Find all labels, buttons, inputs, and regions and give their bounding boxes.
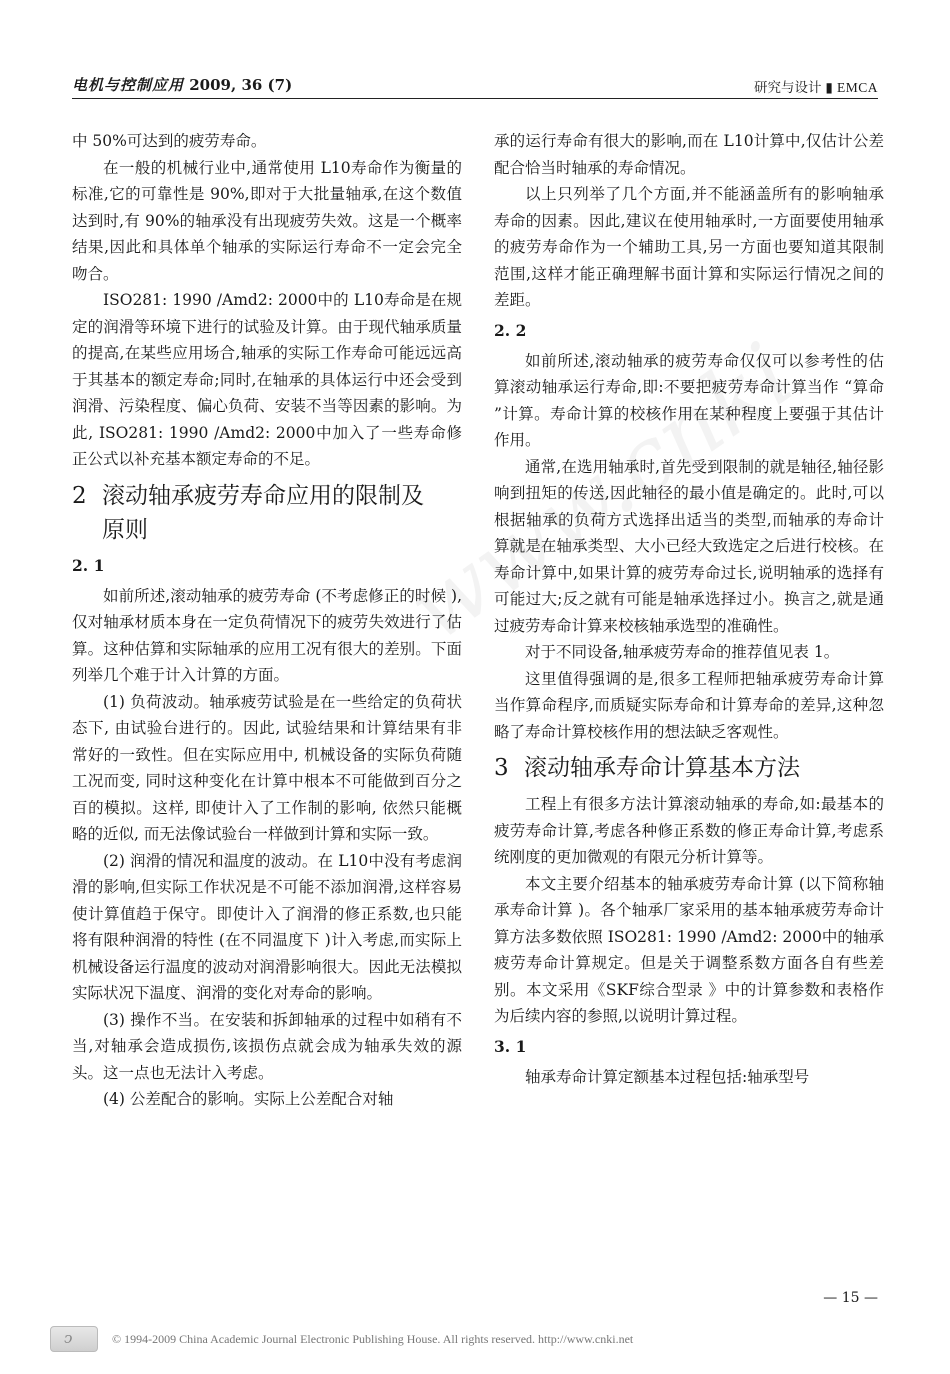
paragraph: 在一般的机械行业中,通常使用 L10寿命作为衡量的标准,它的可靠性是 90%,即对于大批量轴承,在这个数值达到时,有 90%的轴承没有出现疲劳失效。这是一个概率结果,因此和具体单个轴承的实际运行寿命不一定会完全吻合。 <box>72 158 462 283</box>
section-title-line1: 滚动轴承疲劳寿命应用的限制及 <box>102 482 424 509</box>
paragraph: (2) 润滑的情况和温度的波动。在 L10中没有考虑润滑的影响,但实际工作状况是不可能不添加润滑,这样容易使计算值趋于保守。即使计入了润滑的修正系数,也只能将有限种润滑的特性 (在不同温度下 )计入考虑,而实际上机械设备运行温度的波动对润滑影响很大。因此无法模拟实际状况下温度、润滑的变化对寿命的影响。 <box>72 851 462 1002</box>
subsection-heading-2-1: 2. 1 <box>72 555 105 575</box>
header-left <box>72 74 292 95</box>
subsection-heading-2-2: 2. 2 <box>494 320 527 340</box>
header-right <box>754 76 878 96</box>
journal-code: EMCA <box>836 80 878 95</box>
right-column <box>494 128 884 1090</box>
section-number: 2 <box>72 482 87 509</box>
paragraph: 对于不同设备,轴承疲劳寿命的推荐值见表 1。 <box>525 643 840 661</box>
header-separator: ▮ <box>825 80 833 96</box>
page-number: — 15 — <box>823 1290 878 1306</box>
running-header <box>72 72 878 99</box>
paragraph: 通常,在选用轴承时,首先受到限制的就是轴径,轴径影响到扭矩的传送,因此轴径的最小值是确定的。此时,可以根据轴承的负荷方式选择出适当的类型,而轴承的寿命计算就是在轴承类型、大小已经大致选定之后进行校核。在寿命计算中,如果计算的疲劳寿命过长,说明轴承的选择有可能过大;反之就有可能是轴承选择过小。换言之,就是通过疲劳寿命计算来校核轴承选型的准确性。 <box>494 457 884 635</box>
section-name: 研究与设计 <box>754 80 822 96</box>
cnki-logo <box>50 1326 98 1352</box>
left-column <box>72 128 462 1113</box>
copyright-notice: © 1994-2009 China Academic Journal Electronic Publishing House. All rights reserved. http://www.cnki.net <box>112 1332 634 1346</box>
section-title: 滚动轴承寿命计算基本方法 <box>524 755 800 781</box>
footer <box>0 1322 950 1356</box>
paragraph: 以上只列举了几个方面,并不能涵盖所有的影响轴承寿命的因素。因此,建议在使用轴承时,一方面要使用轴承的疲劳寿命作为一个辅助工具,另一方面也要知道其限制范围,这样才能正确理解书面计算和实际运行情况之间的差距。 <box>494 185 884 309</box>
paragraph: 如前所述,滚动轴承的疲劳寿命 (不考虑修正的时候 ),仅对轴承材质本身在一定负荷情况下的疲劳失效进行了估算。这种估算和实际轴承的应用工况有很大的差别。下面列举几个难于计入计算的方面。 <box>72 586 462 684</box>
paragraph: 这里值得强调的是,很多工程师把轴承疲劳寿命计算当作算命程序,而质疑实际寿命和计算寿命的差异,这种忽略了寿命计算校核作用的想法缺乏客观性。 <box>494 669 884 741</box>
paragraph: (1) 负荷波动。轴承疲劳试验是在一些给定的负荷状态下, 由试验台进行的。因此, 试验结果和计算结果有非常好的一致性。但在实际应用中, 机械设备的实际负荷随工况而变, 同时这种变化在计算中根本不可能做到百分之百的模拟。这样, 即使计入了工作制的影响, 依然只能概略的近似, 而无法像试验台一样做到计算和实际一致。 <box>72 692 462 843</box>
section-heading-2 <box>72 479 462 547</box>
paragraph: 轴承寿命计算定额基本过程包括:轴承型号 <box>525 1067 810 1086</box>
section-heading-3 <box>494 751 884 785</box>
subsection-heading-3-1: 3. 1 <box>494 1036 527 1056</box>
paragraph: 中 50%可达到的疲劳寿命。 <box>72 132 267 150</box>
paragraph: 如前所述,滚动轴承的疲劳寿命仅仅可以参考性的估算滚动轴承运行寿命,即:不要把疲劳寿命计算当作 “算命 ”计算。寿命计算的校核作用在某种程度上要强于其估计作用。 <box>494 351 884 449</box>
paragraph: 工程上有很多方法计算滚动轴承的寿命,如:最基本的疲劳寿命计算,考虑各种修正系数的修正寿命计算,考虑系统刚度的更加微观的有限元分析计算等。 <box>494 795 884 866</box>
section-title-line2: 原则 <box>102 516 148 543</box>
paragraph: 承的运行寿命有很大的影响,而在 L10计算中,仅估计公差配合恰当时轴承的寿命情况。 <box>494 132 884 177</box>
paragraph: 本文主要介绍基本的轴承疲劳寿命计算 (以下简称轴承寿命计算 )。各个轴承厂家采用的基本轴承疲劳寿命计算方法多数依照 ISO281: 1990 /Amd2: 2000中的轴承疲劳寿命计算规定。但是关于调整系数方面各自有些差别。本文采用《SKF综合型录 》中的计算参数和表格作为后续内容的参照,以说明计算过程。 <box>494 874 884 1025</box>
paragraph: ISO281: 1990 /Amd2: 2000中的 L10寿命是在规定的润滑等环境下进行的试验及计算。由于现代轴承质量的提高,在某些应用场合,轴承的实际工作寿命可能远远高于其基本的额定寿命;同时,在轴承的具体运行中还会受到润滑、污染程度、偏心负荷、安装不当等因素的影响。为此, ISO281: 1990 /Amd2: 2000中加入了一些寿命修正公式以补充基本额定寿命的不足。 <box>72 291 462 468</box>
paragraph: (3) 操作不当。在安装和拆卸轴承的过程中如稍有不当,对轴承会造成损伤,该损伤点就会成为轴承失效的源头。这一点也无法计入考虑。 <box>72 1010 462 1082</box>
journal-name: 电机与控制应用 <box>72 76 185 94</box>
logo-glyph: ↄ <box>64 1329 73 1347</box>
section-number: 3 <box>494 755 509 781</box>
paragraph: (4) 公差配合的影响。实际上公差配合对轴 <box>103 1090 394 1108</box>
issue-info: 2009, 36 (7) <box>189 76 293 94</box>
